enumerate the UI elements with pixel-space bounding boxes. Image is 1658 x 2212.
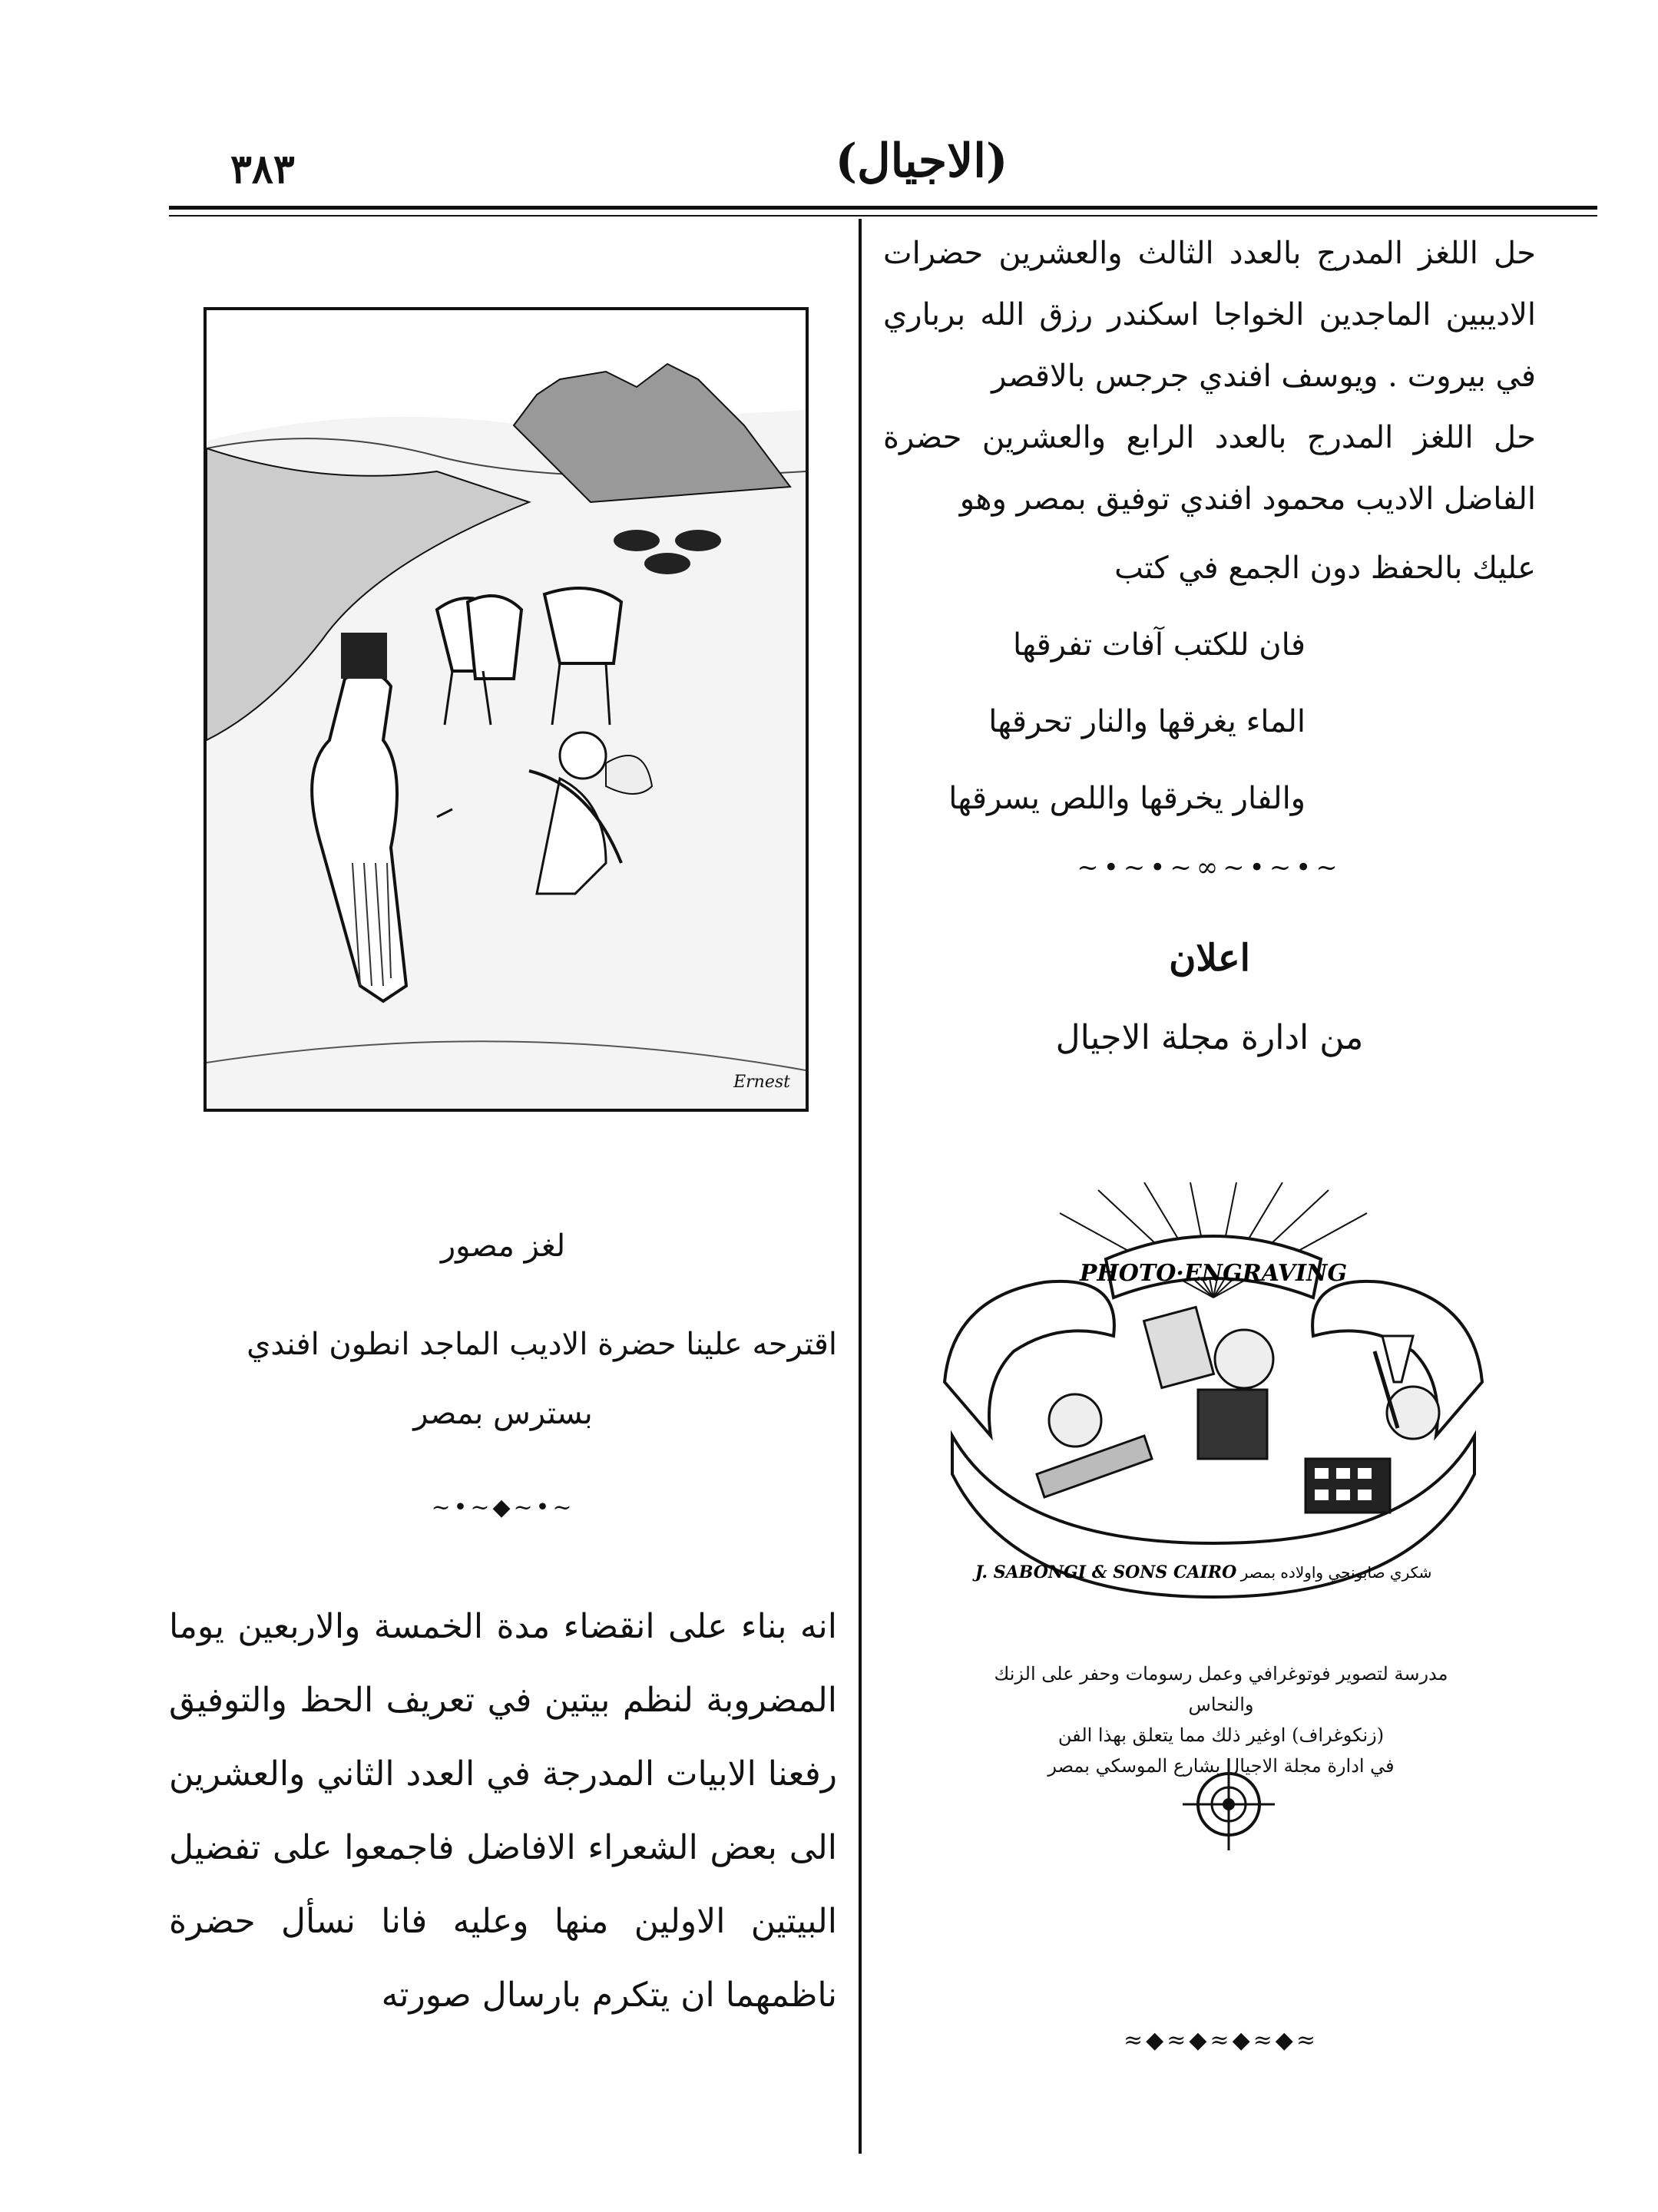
- engraving-illustration: [207, 310, 806, 1109]
- section-ornament: ~•~•~∞~•~•~: [1077, 852, 1342, 883]
- puzzle-solution-2: حل اللغز المدرج بالعدد الرابع والعشرين حضرة الفاضل الاديب محمود افندي توفيق بمصر وهو: [883, 420, 1536, 517]
- puzzle-solution-1: حل اللغز المدرج بالعدد الثالث والعشرين حضرات الاديبين الماجدين الخواجا اسكندر رزق الله برباري في بيروت . ويوسف افندي جرجس بالاقصر: [883, 236, 1536, 394]
- journal-title: (الاجيال): [835, 134, 1008, 188]
- header-rule-thin: [169, 215, 1597, 217]
- photo-engraving-advert: [922, 1182, 1505, 1612]
- advert-ribbon-text: J. SABONGI & SONS CAIRO: [975, 1562, 1237, 1582]
- verse-line: فان للكتب آفات تفرقها: [1013, 627, 1306, 663]
- advert-arabic-ribbon-text: شكري صابونجي واولاده بمصر: [1240, 1563, 1432, 1582]
- section-ornament: ~•~◆~•~: [431, 1494, 575, 1521]
- page-number: ٣٨٣: [230, 146, 295, 193]
- notice-title: اعلان: [1169, 937, 1250, 980]
- announcement-text: انه بناء على انقضاء مدة الخمسة والاربعين يوما المضروبة لنظم بيتين في تعريف الحظ والتوفيق رفعنا الابيات المدرجة في العدد الثاني والعشرين الى بعض الشعراء الافاضل فاجمعوا على تفضيل البيتين الاولين منها وعليه فانا نسأل حضرة ناظمهما ان يتكرم بارسال صورته: [169, 1607, 837, 2015]
- advert-caption-line: مدرسة لتصوير فوتوغرافي وعمل رسومات وحفر على الزنك والنحاس: [994, 1663, 1448, 1715]
- puzzle-proposer: اقترحه علينا حضرة الاديب الماجد انطون افندي: [247, 1327, 837, 1362]
- puzzle-place: بسترس بمصر: [413, 1396, 593, 1431]
- advert-banner-text: PHOTO·ENGRAVING: [1079, 1260, 1348, 1287]
- notice-subtitle: من ادارة مجلة الاجيال: [1055, 1018, 1364, 1057]
- verse-line: عليك بالحفظ دون الجمع في كتب: [1114, 551, 1536, 586]
- puzzle-title: لغز مصور: [440, 1228, 566, 1264]
- rosette-ornament: [1183, 1758, 1275, 1850]
- engraving-signature: Ernest: [733, 1073, 790, 1092]
- right-column: [883, 223, 1536, 1057]
- verse-line: الماء يغرقها والنار تحرقها: [988, 704, 1306, 739]
- header-rule: [169, 206, 1597, 210]
- advert-caption-line: في ادارة مجلة الاجيال بشارع الموسكي بمصر: [1047, 1755, 1395, 1777]
- verse-line: والفار يخرقها واللص يسرقها: [948, 781, 1306, 816]
- bottom-ornament: ≈◆≈◆≈◆≈◆≈: [1124, 2027, 1319, 2054]
- advert-illustration: [922, 1182, 1505, 1612]
- advert-caption-line: (زنكوغراف) اوغير ذلك مما يتعلق بهذا الفن: [1057, 1724, 1385, 1746]
- column-divider: [859, 219, 862, 2154]
- puzzle-engraving: [204, 307, 809, 1112]
- left-column: [169, 1228, 837, 2032]
